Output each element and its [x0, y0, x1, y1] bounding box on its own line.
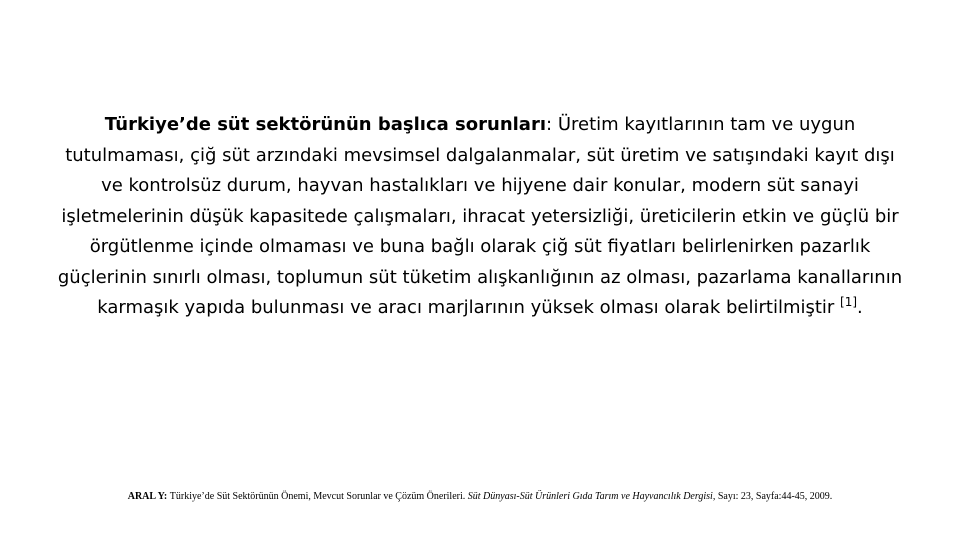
reference-line: [40, 490, 920, 504]
citation-marker: [1]: [840, 295, 858, 309]
reference-journal: Süt Dünyası-Süt Ürünleri Gıda Tarım ve Hayvancılık Dergisi,: [467, 491, 716, 502]
heading-colon: :: [546, 114, 558, 135]
paragraph-body: Üretim kayıtlarının tam ve uygun tutulmaması, çiğ süt arzındaki mevsimsel dalgalanmalar, süt üretim ve satışındaki kayıt dışı ve kontrolsüz durum, hayvan hastalıkları ve hijyene dair konular, modern süt sanayi işletmelerinin düşük kapasitede çalışmaları, ihracat yetersizliği, üreticilerin etkin ve güçlü bir örgütlenme içinde olmaması ve buna bağlı olarak çiğ süt fiyatları belirlenirken pazarlık güçlerinin sınırlı olması, toplumun süt tüketim alışkanlığının az olması, pazarlama kanallarının karmaşık yapıda bulunması ve aracı marjlarının yüksek olması olarak belirtilmiştir: [57, 114, 903, 318]
reference-title: Türkiye’de Süt Sektörünün Önemi, Mevcut Sorunlar ve Çözüm Önerileri.: [169, 491, 468, 502]
paragraph-end: .: [857, 297, 863, 318]
reference-author: ARAL Y:: [127, 491, 170, 502]
main-paragraph: [55, 110, 905, 324]
reference-details: Sayı: 23, Sayfa:44-45, 2009.: [715, 491, 833, 502]
paragraph-heading: Türkiye’de süt sektörünün başlıca sorunları: [104, 114, 547, 135]
